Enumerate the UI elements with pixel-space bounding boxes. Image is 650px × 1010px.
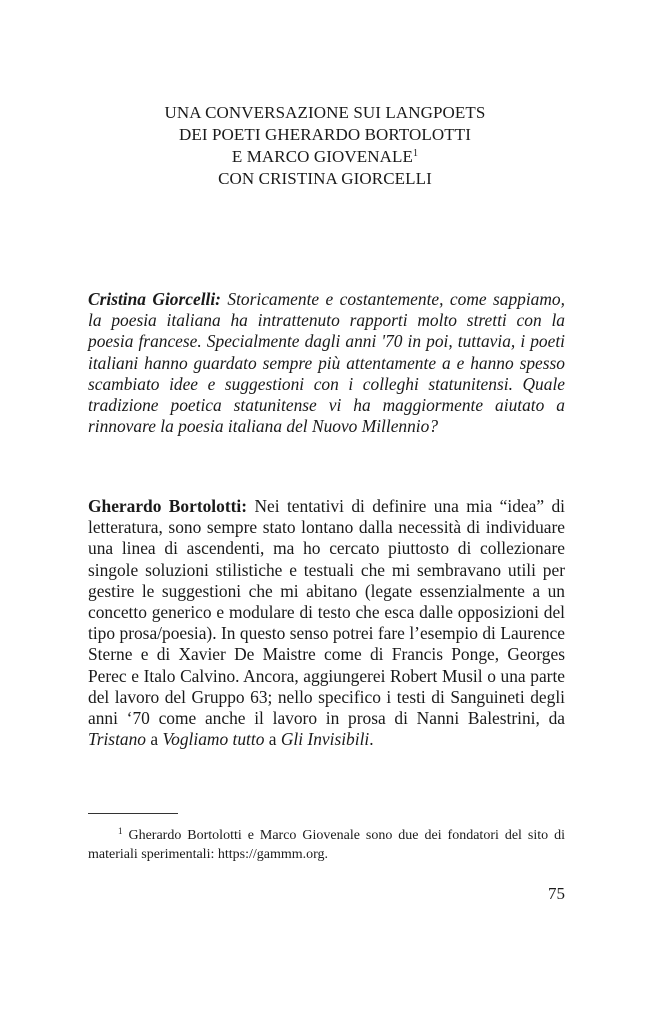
answer-paragraph — [88, 496, 565, 750]
chapter-title — [0, 102, 650, 190]
footnote-separator — [88, 813, 178, 814]
page-number: 75 — [548, 884, 565, 903]
question-speaker: Cristina Giorcelli: — [88, 289, 221, 309]
footnote-reference[interactable]: 1 — [413, 148, 419, 159]
question-text: Storicamente e costantemente, come sappiamo, la poesia italiana ha intrattenuto rapporti molto stretti con la poesia francese. Specialmente dagli anni '70 in poi, tuttavia, i poeti italiani hanno guardato sempre più attentamente a e hanno spesso scambiato idee e suggestioni con i colleghi statunitensi. Quale tradizione poetica statunitense vi ha maggiormente aiutato a rinnovare la poesia italiana del Nuovo Millennio? — [88, 289, 565, 437]
footnote-mark: 1 — [118, 826, 123, 836]
work-title-tristano: Tristano — [88, 729, 146, 750]
answer-speaker: Gherardo Bortolotti: — [88, 496, 248, 516]
answer-connector-2: a — [268, 729, 277, 750]
answer-text: Nei tentativi di definire una mia “idea” di letteratura, sono sempre stato lontano dalla necessità di individuare una linea di ascendenti, ma ho cercato piuttosto di collezionare singole soluzioni stilistiche e testuali che mi sembravano utili per gestire le suggestioni che mi abitano (legate essenzialmente a un concetto generico e modulare di testo che esca dalle opposizioni del tipo prosa/poesia). In questo senso potrei fare l’esempio di Laurence Sterne e di Xavier De Maistre come di Francis Ponge, Georges Perec e Italo Calvino. Ancora, aggiungerei Robert Musil o una parte del lavoro del Gruppo 63; nello specifico i testi di Sanguineti degli anni ‘70 come anche il lavoro in prosa di Nanni Balestrini, da — [88, 496, 566, 729]
footnote — [88, 826, 565, 864]
title-line-2: DEI POETI GHERARDO BORTOLOTTI — [179, 125, 471, 144]
work-title-vogliamo-tutto: Vogliamo tutto — [162, 729, 265, 750]
question-paragraph — [88, 289, 565, 437]
footnote-text: Gherardo Bortolotti e Marco Giovenale sono due dei fondatori del sito di materiali sperimentali: https://gammm.org. — [88, 828, 565, 862]
title-line-1: UNA CONVERSAZIONE SUI LANGPOETS — [164, 103, 486, 122]
title-line-3-text: E MARCO GIOVENALE — [231, 147, 414, 166]
title-line-4: CON CRISTINA GIORCELLI — [218, 169, 432, 188]
title-line-3 — [0, 146, 650, 168]
answer-end: . — [369, 729, 374, 750]
answer-connector: a — [150, 729, 159, 750]
work-title-gli-invisibili: Gli Invisibili — [280, 729, 370, 750]
